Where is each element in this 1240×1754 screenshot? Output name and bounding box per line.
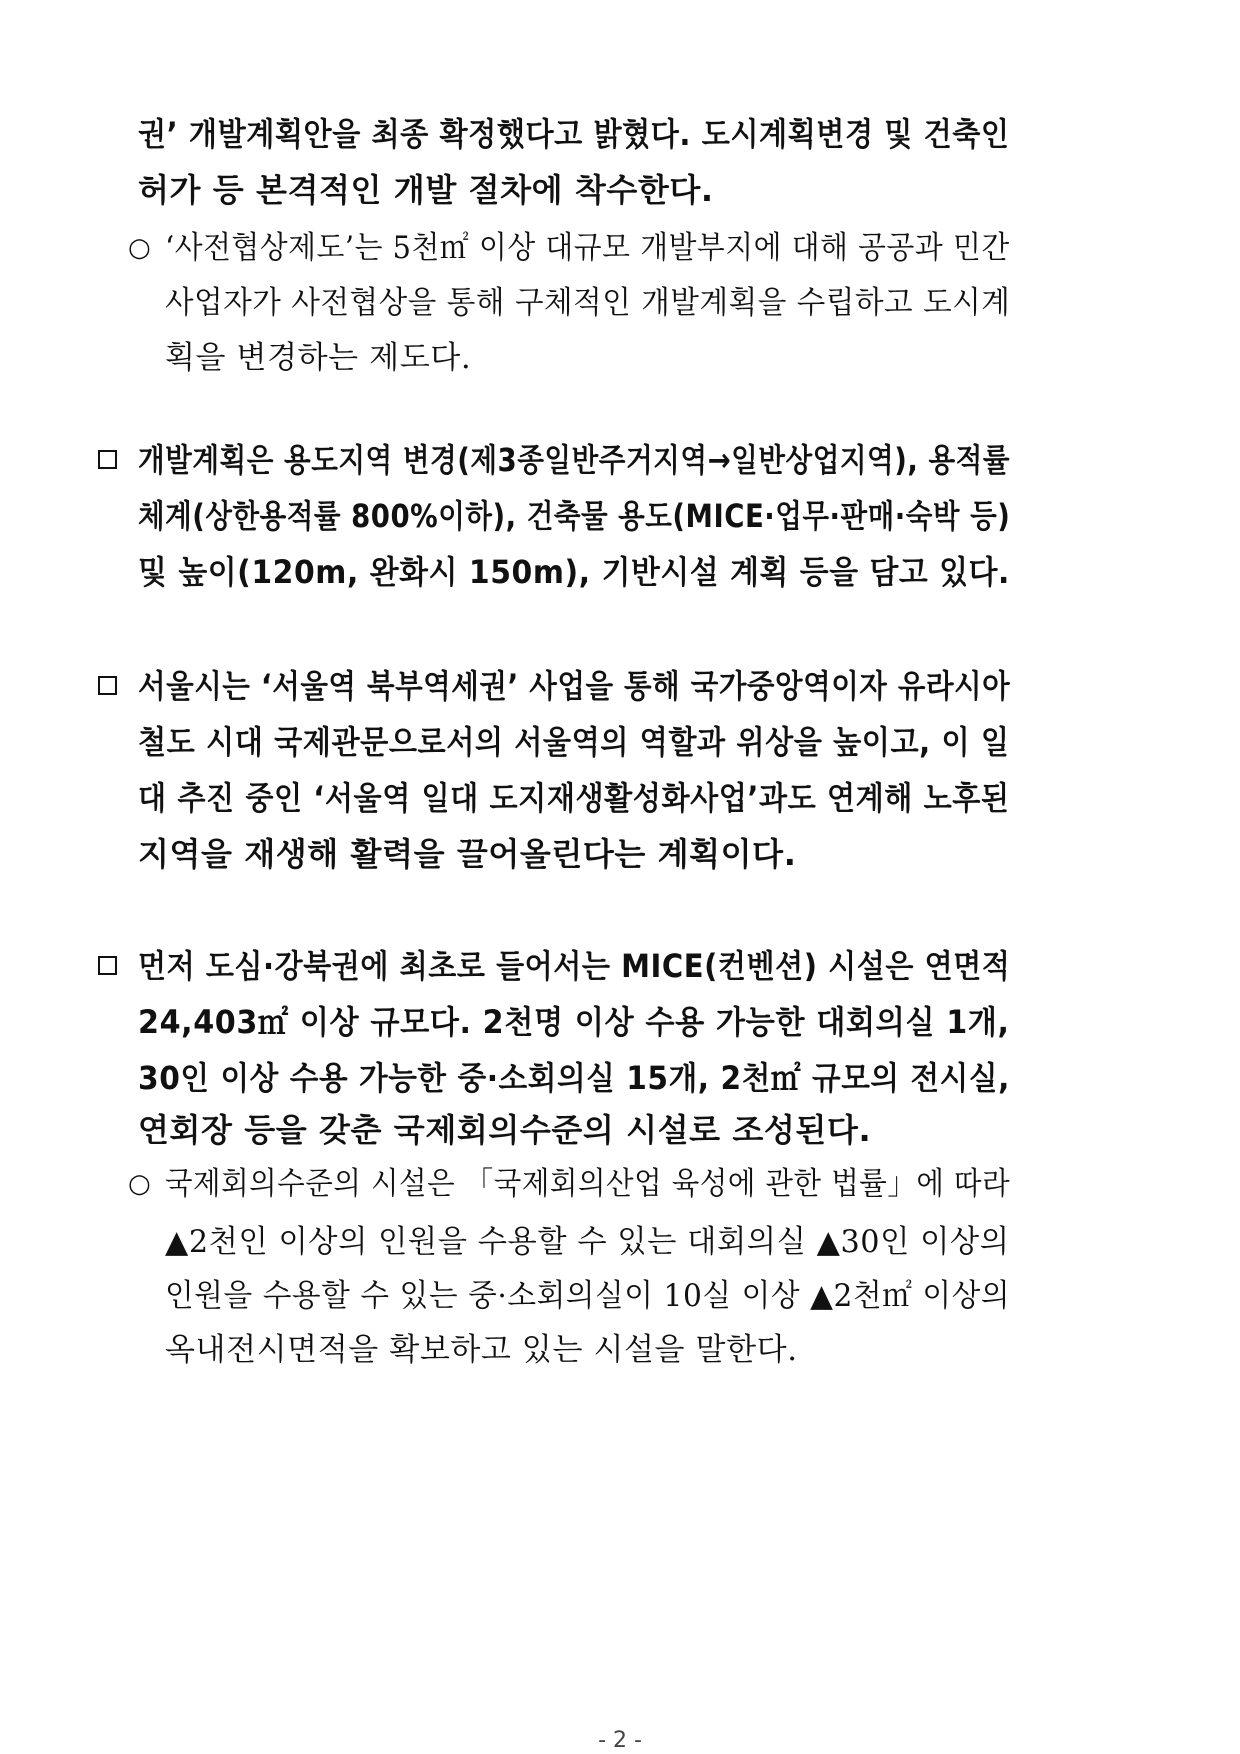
body-text-line: 서울시는 ‘서울역 북부역세권’ 사업을 통해 국가중앙역이자 유라시아 [138,667,1011,705]
note-text-line: ▲2천인 이상의 인원을 수용할 수 있는 대회의실 ▲30인 이상의 [165,1224,1010,1260]
body-text-line: 대 추진 중인 ‘서울역 일대 도지재생활성화사업’과도 연계해 노후된 [138,779,1010,817]
square-bullet-icon [98,676,117,695]
body-text-line: 지역을 재생해 활력을 끌어올린다는 계획이다. [138,835,797,873]
body-text-line: 먼저 도심·강북권에 최초로 들어서는 MICE(컨벤션) 시설은 연면적 [138,947,1011,985]
note-text-line: 옥내전시면적을 확보하고 있는 시설을 말한다. [165,1332,798,1368]
body-text-line: 및 높이(120m, 완화시 150m), 기반시설 계획 등을 담고 있다. [138,553,1010,591]
body-text-line: 연회장 등을 갖춘 국제회의수준의 시설로 조성된다. [138,1111,872,1149]
body-text-line: 개발계획은 용도지역 변경(제3종일반주거지역→일반상업지역), 용적률 [138,441,1011,479]
circle-bullet-icon: ○ [128,233,151,263]
body-text-line: 허가 등 본격적인 개발 절차에 착수한다. [138,171,714,209]
square-bullet-icon [98,956,117,975]
body-text-line: 권’ 개발계획안을 최종 확정했다고 밝혔다. 도시계획변경 및 건축인 [138,115,1010,153]
circle-bullet-icon: ○ [128,1169,151,1199]
note-text-line: ‘사전협상제도’는 5천㎡ 이상 대규모 개발부지에 대해 공공과 민간 [165,230,1010,266]
body-text-line: 24,403㎡ 이상 규모다. 2천명 이상 수용 가능한 대회의실 1개, [138,1003,1010,1041]
note-text-line: 사업자가 사전협상을 통해 구체적인 개발계획을 수립하고 도시계 [165,285,1011,321]
page-number: - 2 - [598,1728,642,1753]
note-text-line: 국제회의수준의 시설은 「국제회의산업 육성에 관한 법률」에 따라 [165,1166,1011,1202]
square-bullet-icon [98,450,117,469]
note-text-line: 인원을 수용할 수 있는 중·소회의실이 10실 이상 ▲2천㎡ 이상의 [165,1278,1011,1314]
body-text-line: 30인 이상 수용 가능한 중·소회의실 15개, 2천㎡ 규모의 전시실, [138,1059,1010,1097]
body-text-line: 체계(상한용적률 800%이하), 건축물 용도(MICE·업무·판매·숙박 등) [138,497,1011,535]
note-text-line: 획을 변경하는 제도다. [165,340,472,376]
body-text-line: 철도 시대 국제관문으로서의 서울역의 역할과 위상을 높이고, 이 일 [138,723,1010,761]
